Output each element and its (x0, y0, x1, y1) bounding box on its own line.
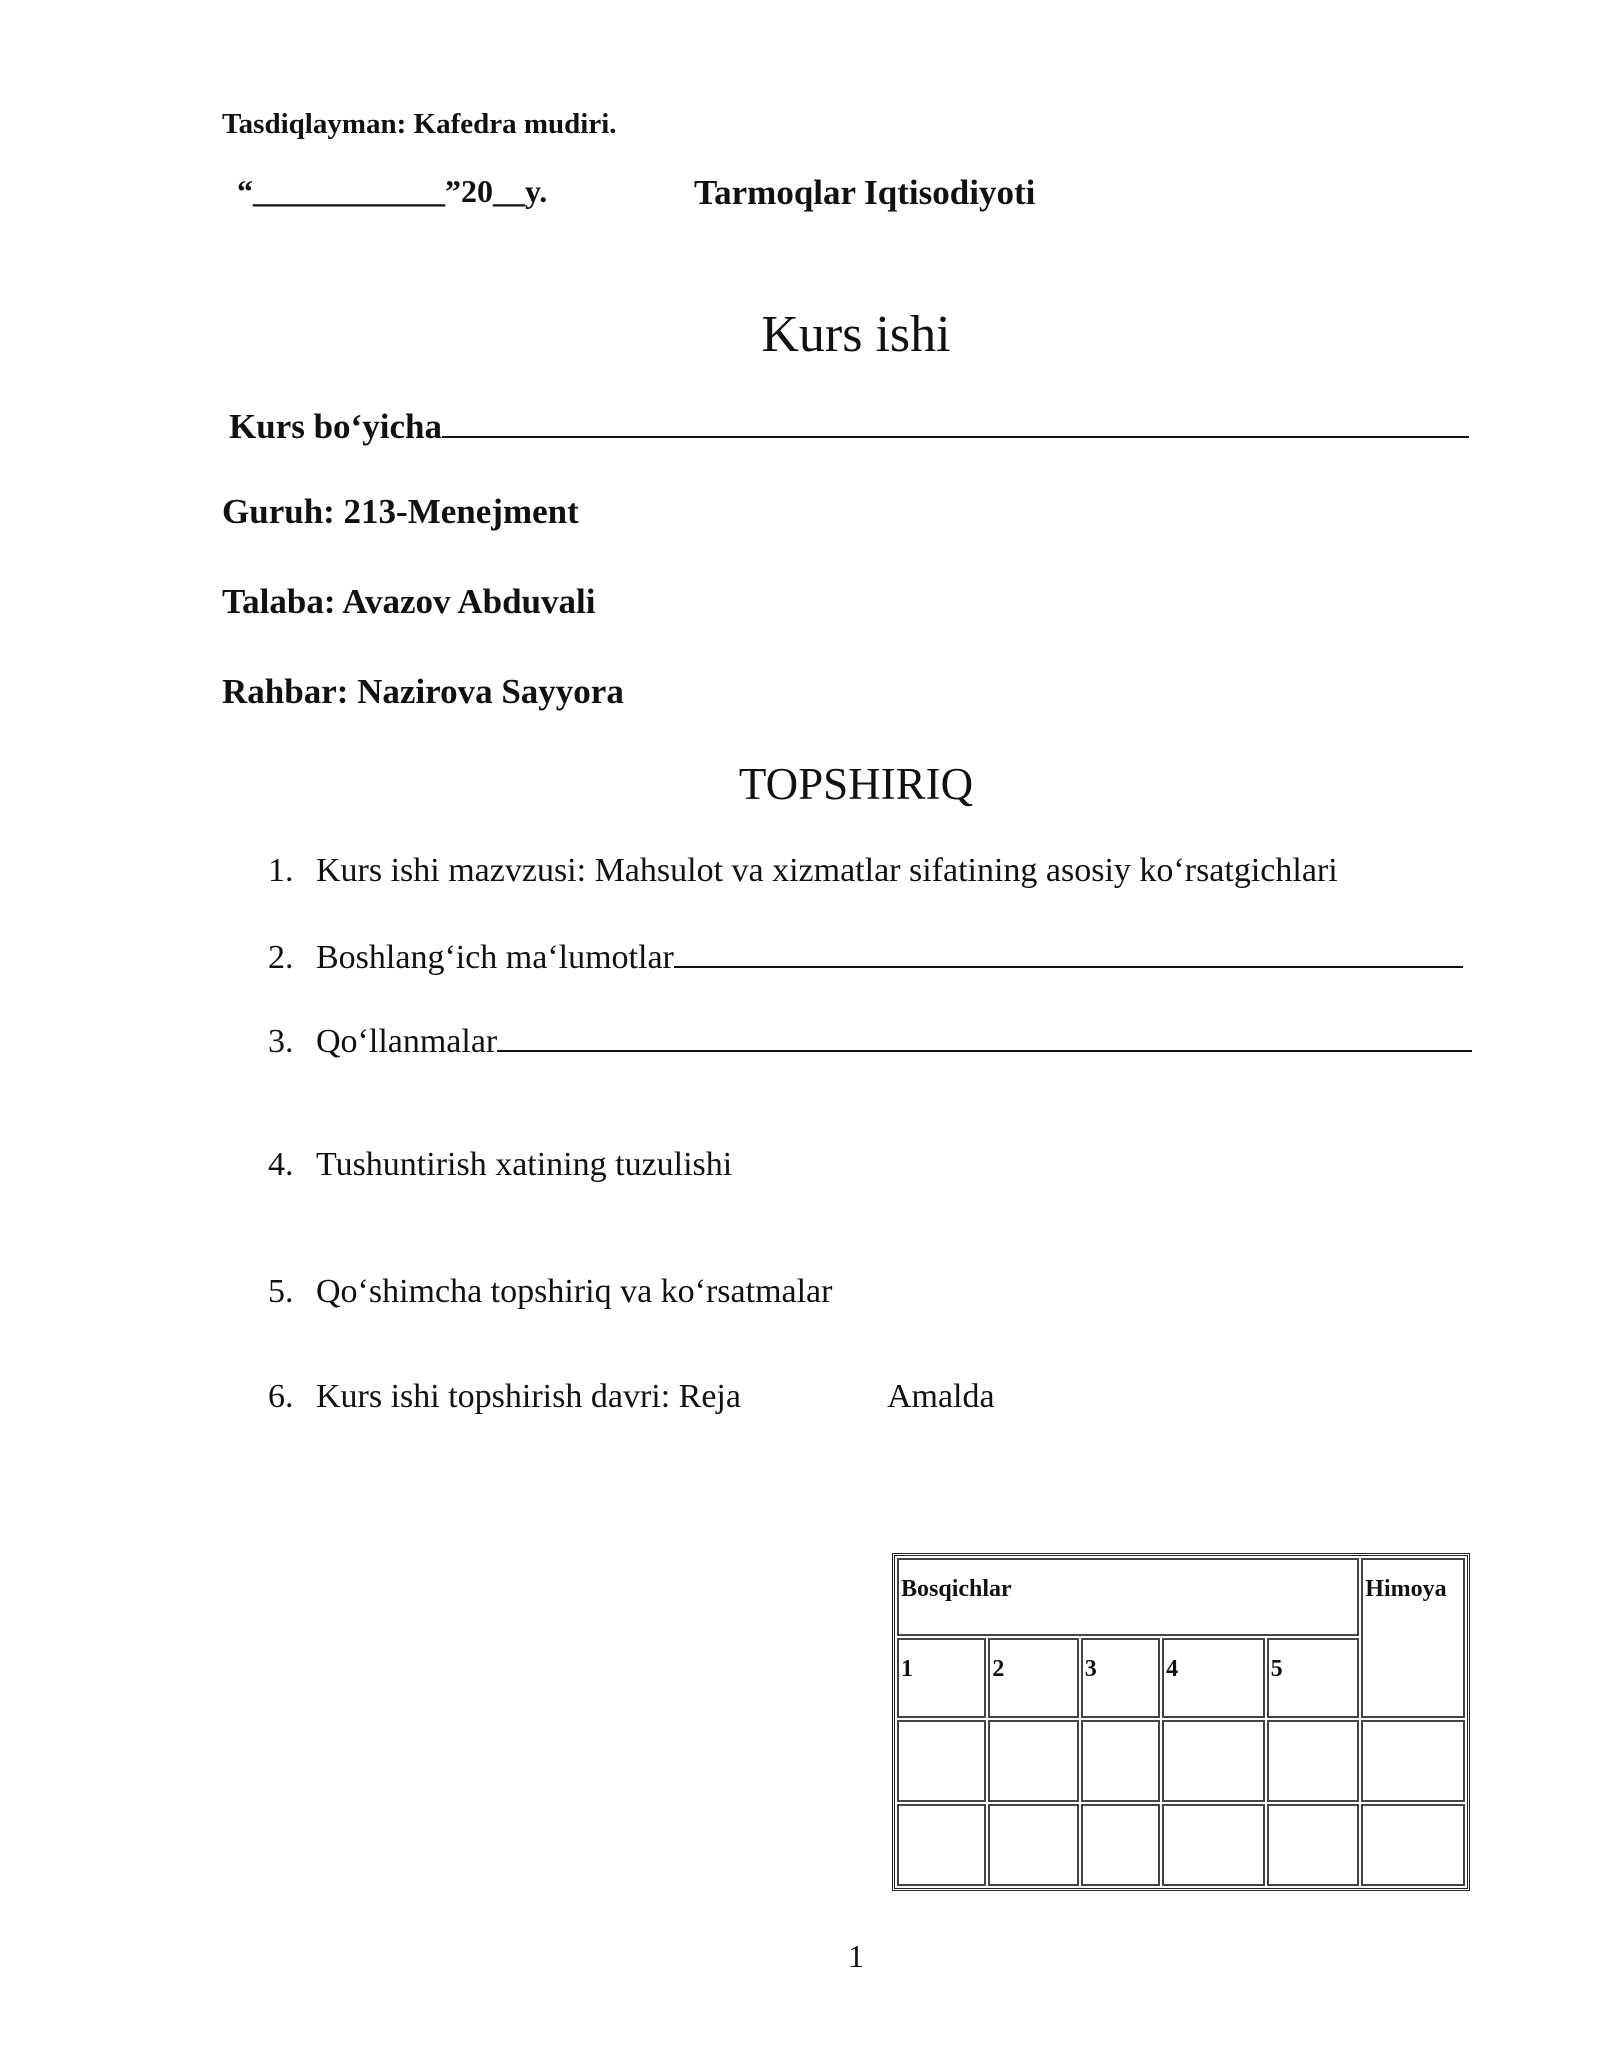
task-item-5 (268, 1273, 832, 1311)
table-cell (988, 1720, 1078, 1802)
table-cell (1162, 1720, 1265, 1802)
item-text: Tushuntirish xatining tuzulishi (316, 1146, 733, 1183)
item-text: Kurs ishi mazvzusi: Mahsulot va xizmatlar sifatining asosiy ko‘rsatgichlari (316, 852, 1338, 889)
table-cell (897, 1804, 986, 1886)
table-row (897, 1558, 1465, 1636)
table-cell (1081, 1720, 1160, 1802)
stages-table (892, 1553, 1470, 1891)
group-field: Guruh: 213-Menejment (222, 492, 579, 531)
item-blank-line (674, 936, 1463, 968)
supervisor-field: Rahbar: Nazirova Sayyora (222, 672, 624, 711)
student-field: Talaba: Avazov Abduvali (222, 582, 596, 621)
course-field (229, 402, 1469, 447)
table-row (897, 1720, 1465, 1802)
stage-number-cell: 2 (988, 1638, 1078, 1718)
task-title: TOPSHIRIQ (738, 759, 974, 809)
item-number: 4. (268, 1146, 294, 1183)
stage-number-cell: 5 (1267, 1638, 1360, 1718)
task-item-3 (268, 1020, 1472, 1061)
table-row (897, 1804, 1465, 1886)
item-text: Qo‘shimcha topshiriq va ko‘rsatmalar (316, 1273, 833, 1310)
page-number: 1 (848, 1938, 864, 1974)
item-text: Kurs ishi topshirish davri: Reja (316, 1378, 741, 1415)
table-cell (1081, 1804, 1160, 1886)
stage-number-cell: 4 (1162, 1638, 1265, 1718)
task-item-4 (268, 1146, 732, 1184)
task-item-1 (268, 852, 1338, 890)
table-cell (1267, 1720, 1360, 1802)
stages-header-cell: Bosqichlar (897, 1558, 1359, 1636)
item-number: 1. (268, 852, 294, 889)
task-item-2 (268, 936, 1463, 977)
item-number: 6. (268, 1378, 294, 1415)
item-number: 3. (268, 1023, 294, 1060)
item-extra-text: Amalda (886, 1378, 995, 1415)
item-text: Qo‘llanmalar (316, 1023, 498, 1060)
table-cell (897, 1720, 986, 1802)
table-cell (1361, 1720, 1465, 1802)
table-cell (1162, 1804, 1265, 1886)
table-cell (1361, 1804, 1465, 1886)
document-title: Kurs ishi (761, 306, 951, 363)
stage-number-cell: 1 (897, 1638, 986, 1718)
item-number: 5. (268, 1273, 294, 1310)
course-label: Kurs bo‘yicha (229, 407, 442, 446)
defense-header-cell: Himoya (1361, 1558, 1465, 1718)
approval-line: Tasdiqlayman: Kafedra mudiri. (222, 108, 617, 140)
course-blank-line (442, 402, 1469, 438)
date-line: “____________”20__y. (237, 173, 548, 209)
item-blank-line (497, 1020, 1472, 1052)
table-cell (988, 1804, 1078, 1886)
stage-number-cell: 3 (1081, 1638, 1160, 1718)
item-number: 2. (268, 939, 294, 976)
task-item-6 (268, 1378, 995, 1416)
department-name: Tarmoqlar Iqtisodiyoti (694, 173, 1036, 212)
table-cell (1267, 1804, 1360, 1886)
item-text: Boshlang‘ich ma‘lumotlar (316, 939, 674, 976)
